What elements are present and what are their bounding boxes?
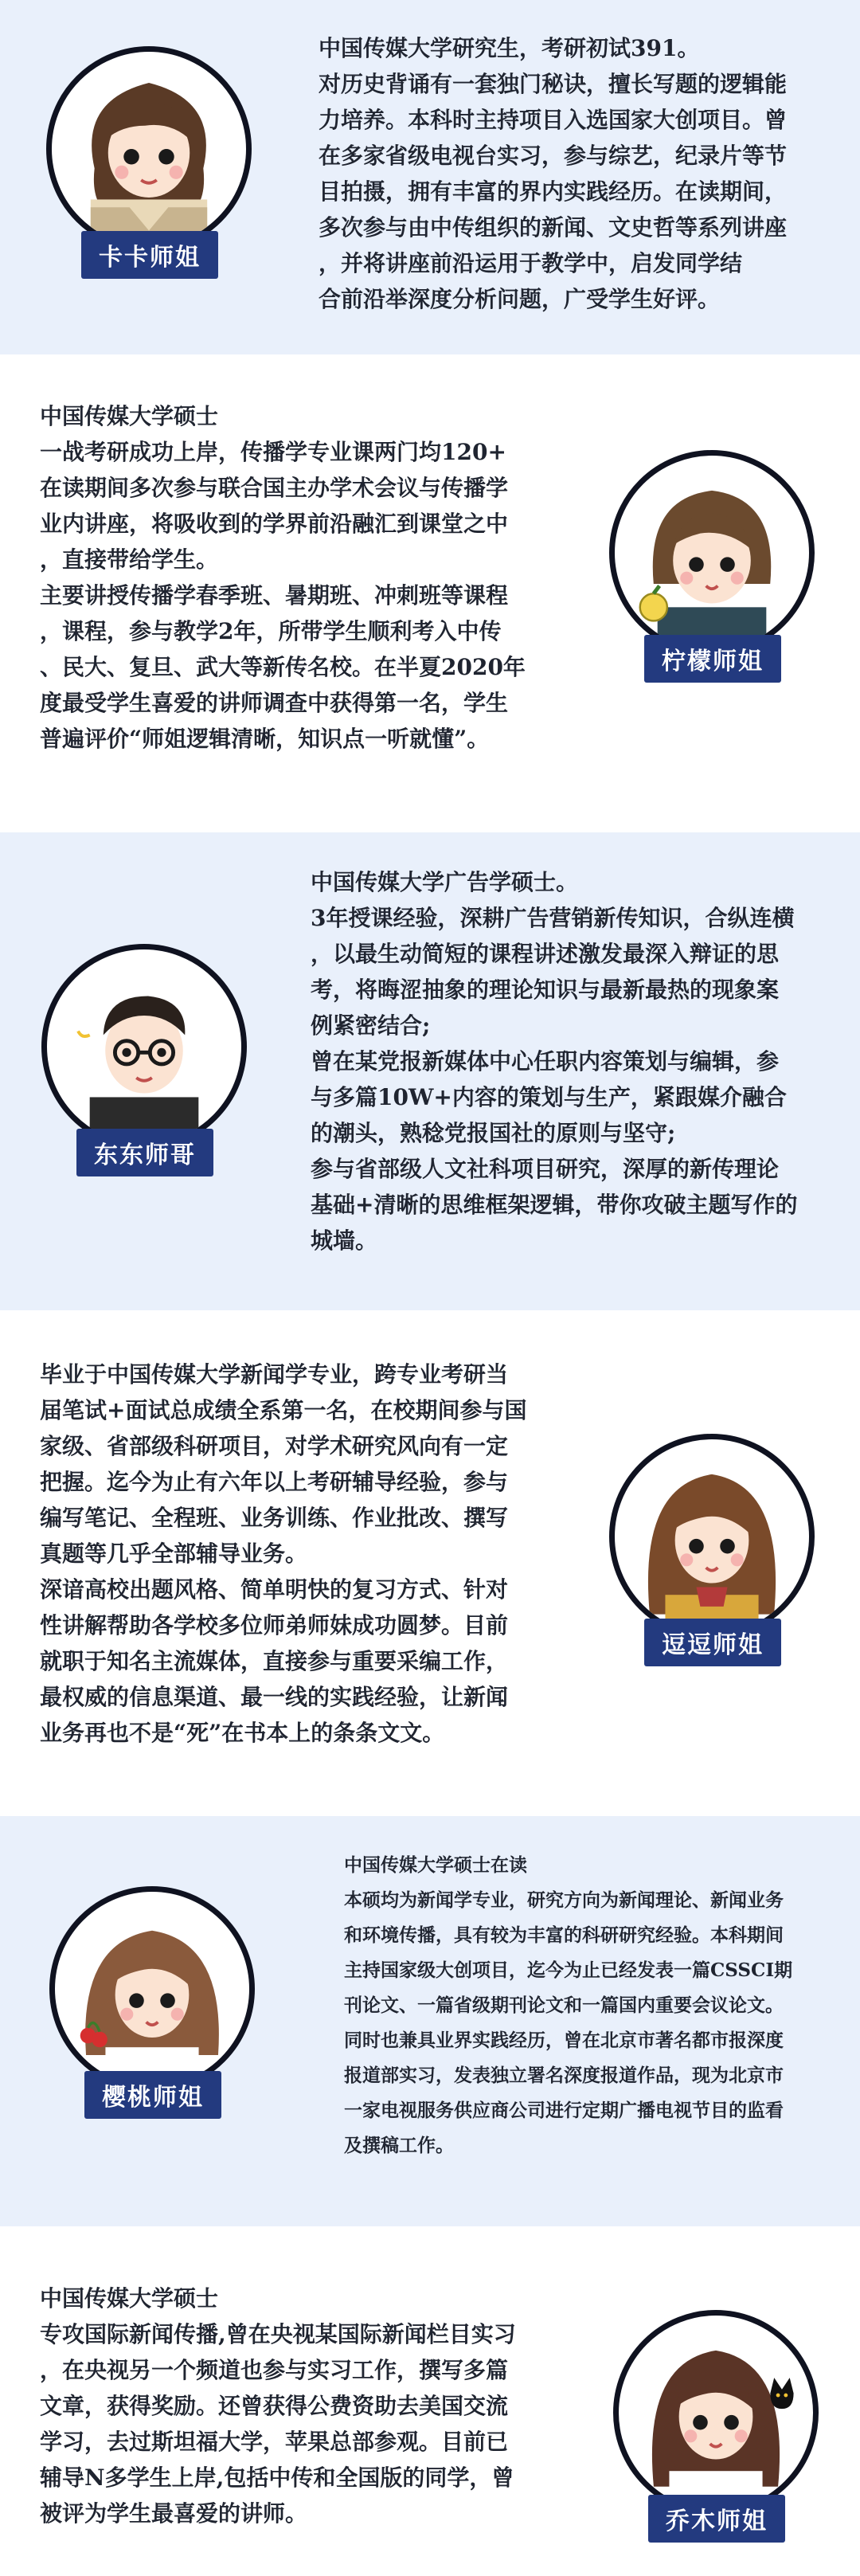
mentor-bio bbox=[344, 1848, 792, 2163]
bio-line: 多次参与由中传组织的新闻、文史哲等系列讲座 bbox=[319, 214, 788, 241]
bio-line: 报道部实习，发表独立署名深度报道作品，现为北京市 bbox=[344, 2065, 784, 2086]
bio-line: 业内讲座，将吸收到的学界前沿融汇到课堂之中 bbox=[40, 511, 509, 537]
mentor-avatar-block bbox=[41, 944, 248, 1183]
bio-line: ，课程，参与教学2年，所带学生顺利考入中传 bbox=[40, 618, 502, 644]
mentor-avatar-block bbox=[613, 2310, 820, 2549]
bio-line: 把握。迄今为止有六年以上考研辅导经验，参与 bbox=[40, 1469, 509, 1495]
mentor-name-badge: 逗逗师姐 bbox=[644, 1619, 781, 1666]
bio-line: 家级、省部级科研项目，对学术研究风向有一定 bbox=[40, 1433, 509, 1459]
mentor-name-badge: 乔木师姐 bbox=[648, 2495, 785, 2543]
mentor-card-ningmeng bbox=[0, 354, 860, 832]
mentor-card-dongdong bbox=[0, 832, 860, 1310]
bio-line: 真题等几乎全部辅导业务。 bbox=[40, 1541, 308, 1567]
girl-cherry-avatar-icon bbox=[49, 1886, 255, 2092]
bio-line: 及撰稿工作。 bbox=[344, 2135, 454, 2156]
bio-line: ，并将讲座前沿运用于教学中，启发同学结 bbox=[319, 250, 743, 276]
girl-black-cat-avatar-icon bbox=[613, 2310, 819, 2515]
bio-line: 性讲解帮助各学校多位师弟师妹成功圆梦。目前 bbox=[40, 1612, 509, 1638]
bio-line: 中国传媒大学硕士在读 bbox=[344, 1854, 527, 1876]
mentor-name-badge: 樱桃师姐 bbox=[84, 2071, 221, 2119]
mentor-card-doudou bbox=[0, 1310, 860, 1816]
bio-line: 刊论文、一篇省级期刊论文和一篇国内重要会议论文。 bbox=[344, 1995, 784, 2016]
boy-glasses-avatar-icon bbox=[41, 944, 247, 1149]
mentor-avatar-block bbox=[609, 1434, 816, 1673]
bio-line: ，以最生动简短的课程讲述激发最深入辩证的思 bbox=[311, 941, 780, 967]
mentor-avatar-block bbox=[609, 450, 816, 689]
bio-line: 毕业于中国传媒大学新闻学专业，跨专业考研当 bbox=[40, 1361, 509, 1388]
mentor-card-qiaomu bbox=[0, 2226, 860, 2576]
bio-line: 对历史背诵有一套独门秘诀，擅长写题的逻辑能 bbox=[319, 71, 788, 97]
bio-line: 例紧密结合; bbox=[311, 1012, 431, 1039]
bio-line: 中国传媒大学硕士 bbox=[40, 403, 219, 429]
bio-line: ，在央视另一个频道也参与实习工作，撰写多篇 bbox=[40, 2357, 509, 2383]
bio-line: 最权威的信息渠道、最一线的实践经验，让新闻 bbox=[40, 1684, 509, 1710]
bio-line: 基础+清晰的思维框架逻辑，带你攻破主题写作的 bbox=[311, 1192, 798, 1218]
bio-line: 同时也兼具业界实践经历，曾在北京市著名都市报深度 bbox=[344, 2030, 784, 2051]
bio-line: 学习，去过斯坦福大学，苹果总部参观。目前已 bbox=[40, 2429, 509, 2455]
bio-line: 编写笔记、全程班、业务训练、作业批改、撰写 bbox=[40, 1505, 509, 1531]
bio-line: 普遍评价“师姐逻辑清晰，知识点一听就懂”。 bbox=[40, 726, 490, 752]
bio-line: 考，将晦涩抽象的理论知识与最新最热的现象案 bbox=[311, 977, 780, 1003]
bio-line: 合前沿举深度分析问题，广受学生好评。 bbox=[319, 286, 721, 312]
bio-line: 中国传媒大学研究生，考研初试391。 bbox=[319, 35, 700, 61]
bio-line: 目拍摄，拥有丰富的界内实践经历。在读期间， bbox=[319, 178, 788, 205]
bio-line: 主持国家级大创项目，迄今为止已经发表一篇CSSCI期 bbox=[344, 1959, 793, 1981]
bio-line: 在读期间多次参与联合国主办学术会议与传播学 bbox=[40, 475, 509, 501]
girl-long-hair-avatar-icon bbox=[609, 1434, 815, 1639]
girl-lemon-avatar-icon bbox=[609, 450, 815, 656]
bio-line: 主要讲授传播学春季班、暑期班、冲刺班等课程 bbox=[40, 582, 509, 609]
bio-line: 参与省部级人文社科项目研究，深厚的新传理论 bbox=[311, 1156, 780, 1182]
bio-line: 曾在某党报新媒体中心任职内容策划与编辑，参 bbox=[311, 1048, 780, 1075]
bio-line: 、民大、复旦、武大等新传名校。在半夏2020年 bbox=[40, 654, 526, 680]
mentor-bio bbox=[40, 398, 526, 757]
bio-line: 业务再也不是“死”在书本上的条条文文。 bbox=[40, 1720, 445, 1746]
mentor-bio bbox=[40, 1357, 526, 1751]
mentor-card-yingtao bbox=[0, 1816, 860, 2226]
bio-line: 一战考研成功上岸，传播学专业课两门均120+ bbox=[40, 439, 506, 465]
bio-line: 被评为学生最喜爱的讲师。 bbox=[40, 2500, 308, 2527]
bio-line: 一家电视服务供应商公司进行定期广播电视节目的监看 bbox=[344, 2100, 784, 2121]
mentor-bio bbox=[40, 2280, 516, 2531]
bio-line: 中国传媒大学硕士 bbox=[40, 2285, 219, 2312]
mentor-name-badge: 卡卡师姐 bbox=[81, 231, 218, 279]
bio-line: 中国传媒大学广告学硕士。 bbox=[311, 869, 579, 895]
bio-line: 专攻国际新闻传播,曾在央视某国际新闻栏目实习 bbox=[40, 2321, 516, 2347]
mentor-card-kaka bbox=[0, 0, 860, 354]
bio-line: ，直接带给学生。 bbox=[40, 546, 219, 573]
bio-line: 深谙高校出题风格、简单明快的复习方式、针对 bbox=[40, 1576, 509, 1603]
mentor-bio bbox=[319, 30, 787, 317]
mentor-avatar-block bbox=[46, 46, 253, 285]
bio-line: 和环境传播，具有较为丰富的科研研究经验。本科期间 bbox=[344, 1924, 784, 1946]
bio-line: 与多篇10W+内容的策划与生产，紧跟媒介融合 bbox=[311, 1084, 787, 1110]
bio-line: 届笔试+面试总成绩全系第一名，在校期间参与国 bbox=[40, 1397, 527, 1423]
bio-line: 文章，获得奖励。还曾获得公费资助去美国交流 bbox=[40, 2393, 509, 2419]
mentor-name-badge: 柠檬师姐 bbox=[644, 635, 781, 683]
girl-curly-hair-avatar-icon bbox=[46, 46, 252, 252]
bio-line: 本硕均为新闻学专业，研究方向为新闻理论、新闻业务 bbox=[344, 1889, 784, 1911]
bio-line: 3年授课经验，深耕广告营销新传知识，合纵连横 bbox=[311, 905, 795, 931]
bio-line: 的潮头，熟稔党报国社的原则与坚守; bbox=[311, 1120, 676, 1146]
bio-line: 就职于知名主流媒体，直接参与重要采编工作， bbox=[40, 1648, 509, 1674]
bio-line: 辅导N多学生上岸,包括中传和全国版的同学，曾 bbox=[40, 2464, 514, 2491]
mentor-name-badge: 东东师哥 bbox=[76, 1129, 213, 1176]
bio-line: 在多家省级电视台实习，参与综艺，纪录片等节 bbox=[319, 143, 788, 169]
bio-line: 度最受学生喜爱的讲师调查中获得第一名，学生 bbox=[40, 690, 509, 716]
mentor-avatar-block bbox=[49, 1886, 256, 2125]
bio-line: 城墙。 bbox=[311, 1227, 378, 1254]
mentor-bio bbox=[311, 864, 797, 1259]
bio-line: 力培养。本科时主持项目入选国家大创项目。曾 bbox=[319, 107, 788, 133]
